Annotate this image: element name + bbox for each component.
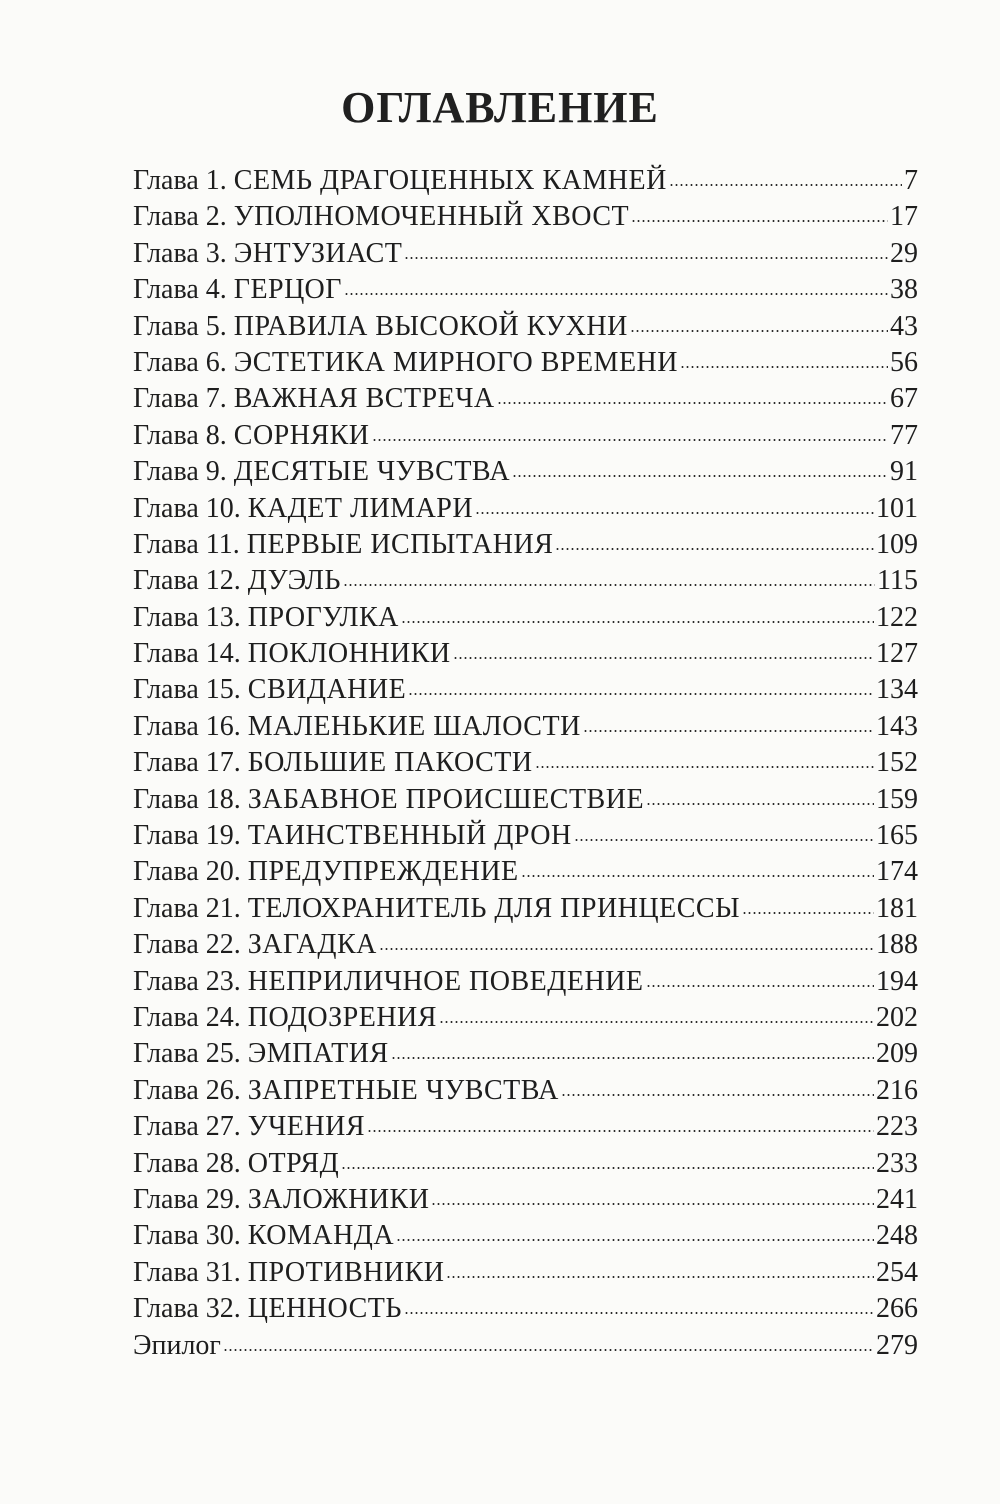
chapter-title: ДУЭЛЬ (247, 565, 341, 597)
entry-label (133, 454, 510, 490)
dot-leader (680, 366, 888, 368)
entry-label (133, 381, 495, 417)
page-number: 248 (876, 1220, 918, 1252)
chapter-title: ЭНТУЗИАСТ (233, 237, 403, 269)
entry-label (133, 854, 519, 890)
entry-label (133, 891, 740, 927)
page-number: 134 (876, 674, 918, 706)
dot-leader (401, 621, 874, 623)
chapter-number: Глава 25. (133, 1038, 241, 1070)
entry-label (133, 1218, 394, 1254)
chapter-title: НЕПРИЛИЧНОЕ ПОВЕДЕНИЕ (247, 965, 644, 997)
toc-entry (133, 1073, 918, 1109)
page-number: 223 (876, 1111, 918, 1143)
page-number: 91 (890, 456, 918, 488)
page-number: 209 (876, 1038, 918, 1070)
page-number: 29 (890, 237, 918, 269)
toc-entry (133, 818, 918, 854)
entry-label (133, 199, 629, 235)
entry-label (133, 1109, 365, 1145)
chapter-title: ЗАЛОЖНИКИ (247, 1183, 430, 1215)
chapter-number: Глава 20. (133, 856, 241, 888)
dot-leader (379, 948, 874, 950)
entry-label (133, 709, 581, 745)
dot-leader (431, 1203, 874, 1205)
entry-label (133, 782, 644, 818)
toc-entry (133, 272, 918, 308)
page-number: 279 (876, 1329, 918, 1361)
chapter-number: Глава 8. (133, 419, 227, 451)
dot-leader (555, 548, 874, 550)
page-number: 109 (876, 528, 918, 560)
entry-label (133, 672, 406, 708)
entry-label (133, 818, 572, 854)
chapter-number: Глава 23. (133, 965, 241, 997)
dot-leader (344, 293, 888, 295)
chapter-title: ПРОТИВНИКИ (247, 1256, 445, 1288)
page-number: 56 (890, 346, 918, 378)
page-number: 152 (876, 747, 918, 779)
chapter-number: Глава 3. (133, 237, 227, 269)
page-number: 77 (890, 419, 918, 451)
dot-leader (367, 1130, 874, 1132)
dot-leader (404, 257, 888, 259)
toc-entry (133, 782, 918, 818)
page-title: ОГЛАВЛЕНИЕ (341, 83, 659, 132)
page-number: 241 (876, 1183, 918, 1215)
chapter-title: ЗАБАВНОЕ ПРОИСШЕСТВИЕ (247, 783, 645, 815)
page-number: 67 (890, 383, 918, 415)
entry-label (133, 527, 553, 563)
chapter-title: ОТРЯД (247, 1147, 340, 1179)
chapter-number: Глава 15. (133, 674, 241, 706)
toc-entry (133, 1182, 918, 1218)
dot-leader (561, 1094, 874, 1096)
chapter-number: Глава 1. (133, 165, 227, 196)
chapter-number: Глава 31. (133, 1256, 241, 1288)
chapter-number: Глава 17. (133, 747, 241, 779)
dot-leader (404, 1312, 874, 1314)
chapter-number: Глава 24. (133, 1001, 241, 1033)
chapter-title: ПОДОЗРЕНИЯ (247, 1001, 437, 1033)
table-of-contents (133, 163, 918, 1364)
dot-leader (646, 803, 874, 805)
dot-leader (631, 220, 888, 222)
chapter-number: Глава 14. (133, 638, 241, 670)
toc-entry (133, 1291, 918, 1327)
page-number: 181 (876, 892, 918, 924)
page-number: 101 (876, 492, 918, 524)
page-number: 254 (876, 1256, 918, 1288)
page-number: 188 (876, 929, 918, 961)
dot-leader (630, 330, 888, 332)
dot-leader (396, 1239, 874, 1241)
toc-entry (133, 600, 918, 636)
page-number: 43 (890, 310, 918, 342)
dot-leader (453, 657, 874, 659)
chapter-number: Глава 2. (133, 201, 227, 233)
entry-label (133, 491, 473, 527)
entry-label (133, 163, 667, 199)
dot-leader (742, 912, 874, 914)
chapter-title: КОМАНДА (247, 1220, 395, 1252)
chapter-title: ЭМПАТИЯ (247, 1038, 389, 1070)
chapter-title: ПЕРВЫЕ ИСПЫТАНИЯ (246, 528, 554, 560)
toc-entry (133, 854, 918, 890)
entry-label (133, 1291, 402, 1327)
chapter-number: Глава 16. (133, 710, 241, 742)
entry-label (133, 745, 533, 781)
chapter-title: КАДЕТ ЛИМАРИ (247, 492, 474, 524)
toc-entry (133, 1328, 918, 1364)
page-number: 174 (876, 856, 918, 888)
chapter-title: ЗАПРЕТНЫЕ ЧУВСТВА (247, 1074, 559, 1106)
toc-entry (133, 563, 918, 599)
toc-entry (133, 672, 918, 708)
page-number: 266 (876, 1293, 918, 1325)
chapter-title: УЧЕНИЯ (247, 1111, 366, 1143)
page-number: 194 (876, 965, 918, 997)
chapter-number: Глава 5. (133, 310, 227, 342)
page-number: 17 (890, 201, 918, 233)
dot-leader (439, 1021, 874, 1023)
chapter-number: Глава 4. (133, 274, 227, 306)
dot-leader (343, 584, 875, 586)
page-number: 233 (876, 1147, 918, 1179)
chapter-number: Глава 19. (133, 820, 241, 852)
dot-leader (583, 730, 874, 732)
page-number: 38 (890, 274, 918, 306)
entry-label (133, 1328, 221, 1364)
dot-leader (521, 875, 874, 877)
toc-entry (133, 1109, 918, 1145)
chapter-number: Глава 26. (133, 1074, 241, 1106)
toc-entry (133, 1000, 918, 1036)
chapter-number: Глава 9. (133, 456, 227, 488)
page-number: 165 (876, 820, 918, 852)
entry-label (133, 236, 402, 272)
toc-entry (133, 927, 918, 963)
entry-label (133, 1255, 444, 1291)
toc-entry (133, 418, 918, 454)
dot-leader (408, 693, 874, 695)
entry-label (133, 1073, 559, 1109)
chapter-title: МАЛЕНЬКИЕ ШАЛОСТИ (247, 710, 581, 742)
toc-entry (133, 964, 918, 1000)
chapter-title: ДЕСЯТЫЕ ЧУВСТВА (233, 456, 511, 488)
toc-entry (133, 309, 918, 345)
dot-leader (475, 512, 874, 514)
entry-label (133, 345, 678, 381)
page-number: 7 (904, 165, 918, 196)
entry-label (133, 600, 399, 636)
entry-label (133, 309, 628, 345)
toc-entry (133, 527, 918, 563)
chapter-title: ПРЕДУПРЕЖДЕНИЕ (247, 856, 519, 888)
chapter-title: ЦЕННОСТЬ (247, 1293, 402, 1325)
chapter-title: ГЕРЦОГ (233, 274, 342, 306)
chapter-title: СОРНЯКИ (233, 419, 370, 451)
toc-entry (133, 236, 918, 272)
chapter-number: Глава 11. (133, 528, 240, 560)
entry-label (133, 964, 644, 1000)
entry-label (133, 927, 377, 963)
dot-leader (574, 839, 874, 841)
chapter-title: ТЕЛОХРАНИТЕЛЬ ДЛЯ ПРИНЦЕССЫ (247, 892, 740, 924)
chapter-number: Глава 21. (133, 892, 241, 924)
toc-entry (133, 745, 918, 781)
dot-leader (669, 184, 902, 186)
dot-leader (646, 985, 874, 987)
dot-leader (446, 1276, 874, 1278)
page-number: 202 (876, 1001, 918, 1033)
chapter-number: Глава 12. (133, 565, 241, 597)
dot-leader (535, 766, 874, 768)
toc-entry (133, 381, 918, 417)
page-number: 159 (876, 783, 918, 815)
toc-entry (133, 199, 918, 235)
toc-entry (133, 1036, 918, 1072)
chapter-title: ЭСТЕТИКА МИРНОГО ВРЕМЕНИ (233, 346, 678, 378)
chapter-number: Глава 7. (133, 383, 227, 415)
toc-entry (133, 709, 918, 745)
toc-entry (133, 454, 918, 490)
page-number: 127 (876, 638, 918, 670)
toc-entry (133, 345, 918, 381)
chapter-number: Глава 13. (133, 601, 241, 633)
chapter-number: Глава 22. (133, 929, 241, 961)
entry-label (133, 418, 370, 454)
chapter-number: Глава 18. (133, 783, 241, 815)
chapter-number: Глава 27. (133, 1111, 241, 1143)
dot-leader (223, 1349, 874, 1351)
entry-label (133, 272, 342, 308)
chapter-title: ТАИНСТВЕННЫЙ ДРОН (247, 820, 572, 852)
chapter-title: СЕМЬ ДРАГОЦЕННЫХ КАМНЕЙ (233, 165, 667, 196)
entry-label (133, 1146, 339, 1182)
entry-label (133, 1036, 389, 1072)
dot-leader (512, 475, 888, 477)
chapter-number: Глава 29. (133, 1183, 241, 1215)
dot-leader (341, 1167, 874, 1169)
dot-leader (497, 402, 888, 404)
chapter-title: ЗАГАДКА (247, 929, 377, 961)
chapter-title: УПОЛНОМОЧЕННЫЙ ХВОСТ (233, 201, 630, 233)
chapter-number: Глава 28. (133, 1147, 241, 1179)
dot-leader (372, 439, 888, 441)
toc-entry (133, 636, 918, 672)
entry-label (133, 563, 341, 599)
chapter-title: ВАЖНАЯ ВСТРЕЧА (233, 383, 495, 415)
chapter-number: Глава 6. (133, 346, 227, 378)
chapter-number: Глава 10. (133, 492, 241, 524)
chapter-number: Глава 30. (133, 1220, 241, 1252)
entry-label (133, 636, 451, 672)
chapter-title: ПОКЛОННИКИ (247, 638, 451, 670)
entry-label (133, 1000, 437, 1036)
page-number: 143 (876, 710, 918, 742)
toc-entry (133, 891, 918, 927)
page-number: 122 (876, 601, 918, 633)
chapter-number: Эпилог (133, 1329, 221, 1361)
toc-entry (133, 163, 918, 199)
toc-entry (133, 491, 918, 527)
page-number: 216 (876, 1074, 918, 1106)
chapter-title: ПРОГУЛКА (247, 601, 399, 633)
chapter-number: Глава 32. (133, 1293, 241, 1325)
toc-entry (133, 1218, 918, 1254)
chapter-title: ПРАВИЛА ВЫСОКОЙ КУХНИ (233, 310, 628, 342)
page-number: 115 (877, 565, 918, 597)
toc-entry (133, 1255, 918, 1291)
chapter-title: СВИДАНИЕ (247, 674, 407, 706)
entry-label (133, 1182, 429, 1218)
toc-entry (133, 1146, 918, 1182)
chapter-title: БОЛЬШИЕ ПАКОСТИ (247, 747, 533, 779)
dot-leader (391, 1057, 874, 1059)
